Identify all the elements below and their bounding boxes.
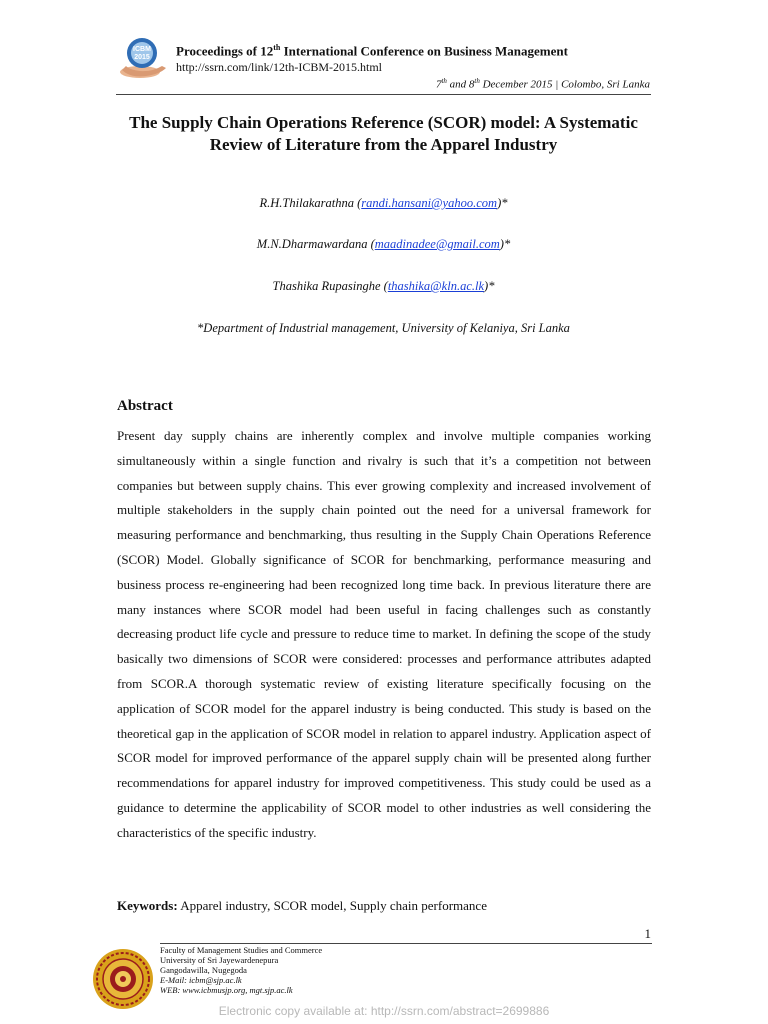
svg-text:2015: 2015 [134,54,150,61]
footer-divider [160,943,652,944]
footer-line-faculty: Faculty of Management Studies and Commerce [160,945,323,955]
footer-line-address: Gangodawilla, Nugegoda [160,965,247,975]
university-seal-icon [92,948,154,1010]
svg-text:ICBM: ICBM [133,46,151,53]
author-1: R.H.Thilakarathna (randi.hansani@yahoo.com)* [259,196,508,210]
footer-line-email[interactable]: E-Mail: icbm@sjp.ac.lk [160,975,242,985]
author-3-email[interactable]: thashika@kln.ac.lk [387,279,485,293]
abstract-heading: Abstract [117,398,173,414]
header-divider [116,94,651,95]
abstract-body: Present day supply chains are inherently complex and involve multiple companies working simultaneously within a single function and rivalry is such that it’s a competition not between companies but between supply chains. This ever growing complexity and increased involvement of multiple stakeholders in the supply chain pointed out the need for a universal framework for measuring performance and benchmarking, thus resulting in the Supply Chain Operations Reference (SCOR) Model. Globally significance of SCOR for benchmarking, performance measuring and business process re-engineering had been recognized long time back. In previous literature there are many instances where SCOR model had been useful in facing challenges such as constantly decreasing product life cycle and pressure to reduce time to market. In defining the scope of the study basically two dimensions of SCOR were considered: processes and performance attributes adapted from SCOR.A thorough systematic review of existing literature specifically focusing on the application of SCOR model for the apparel industry is being conducted. This study is based on the theoretical gap in the application of SCOR model in relation to apparel industry. Application aspect of SCOR model for improved performance of the apparel supply chain will be presented along further recommendations for apparel industry for improved competitiveness. This study could be used as a guidance to determine the applicability of SCOR model to other industries as well considering the characteristics of the specific industry. [117,428,651,840]
paper-title: The Supply Chain Operations Reference (SCOR) model: A Systematic Review of Literature from the Apparel Industry [129,113,638,154]
proceedings-title: Proceedings of 12th International Conference on Business Management [176,43,568,59]
electronic-copy-notice[interactable]: Electronic copy available at: http://ssrn.com/abstract=2699886 [218,1004,550,1018]
keywords-list: Apparel industry, SCOR model, Supply chain performance [177,898,487,913]
conference-date: 7th and 8th December 2015 | Colombo, Sri Lanka [435,77,650,91]
author-1-email[interactable]: randi.hansani@yahoo.com [361,196,498,210]
conference-url[interactable]: http://ssrn.com/link/12th-ICBM-2015.html [176,60,383,74]
icbm-logo-icon [116,36,172,80]
faculty-info [160,945,322,995]
keywords-label: Keywords: [117,898,178,913]
footer-line-web[interactable]: WEB: www.icbmusjp.org, mgt.sjp.ac.lk [160,985,293,995]
author-2-email[interactable]: maadinadee@gmail.com [374,237,500,251]
author-2: M.N.Dharmawardana (maadinadee@gmail.com)* [256,237,511,251]
footer-line-university: University of Sri Jayewardenepura [160,955,279,965]
page-number: 1 [644,926,651,941]
author-3: Thashika Rupasinghe (thashika@kln.ac.lk)* [272,279,495,293]
affiliation: *Department of Industrial management, University of Kelaniya, Sri Lanka [197,321,570,335]
keywords [117,898,487,914]
